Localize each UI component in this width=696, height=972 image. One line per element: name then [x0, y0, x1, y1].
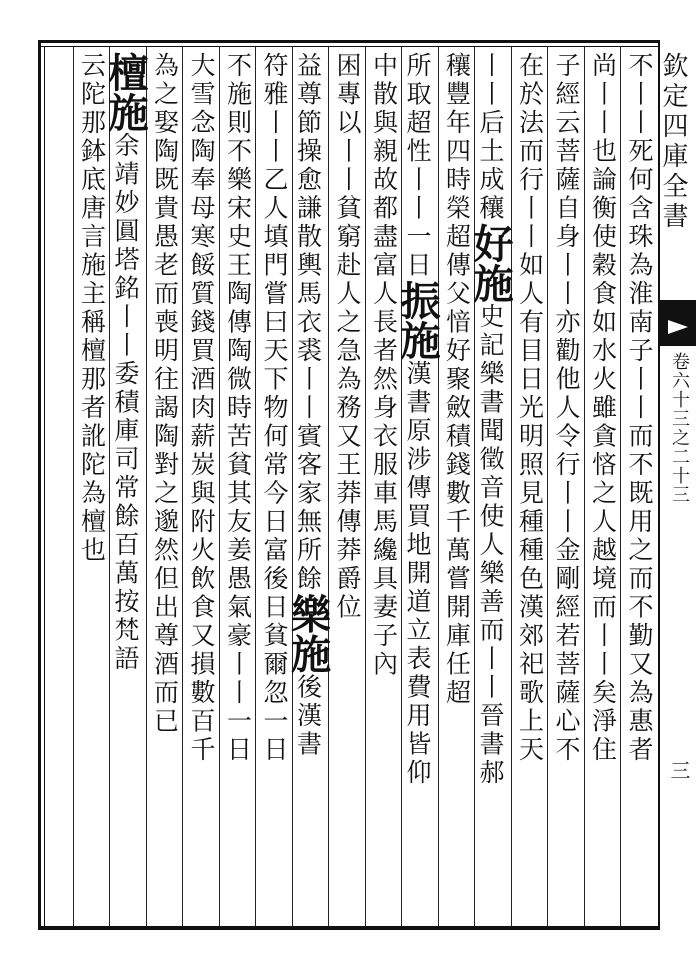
column-text: 云陀那鉢底唐言施主稱檀那者訛陀為檀也 — [77, 52, 107, 565]
fishtail-mark — [660, 300, 696, 346]
column-text: 不丨丨死何含珠為淮南子丨丨而不既用之而不勤又為惠者 — [625, 52, 654, 765]
column-rule — [255, 46, 256, 926]
column-text: 富人長者然身衣服車馬纔具妻子內 — [369, 251, 399, 679]
text-column — [221, 52, 255, 924]
column-rule — [438, 46, 439, 926]
text-column — [467, 52, 514, 924]
entry-heading: 檀施 — [102, 52, 149, 132]
column-text: 所取超性丨丨一日 — [403, 52, 432, 280]
frame-top-border — [38, 40, 660, 43]
text-column — [440, 52, 474, 924]
column-text: 史記樂書聞徵音使人樂善而丨丨晉書郝 — [476, 303, 505, 788]
column-text: 在於法而行丨丨如人有目日光明照見種種色漢郊祀歌上天 — [515, 52, 545, 765]
text-column — [330, 52, 364, 924]
text-column — [75, 52, 109, 924]
text-column — [549, 52, 583, 924]
text-column — [622, 52, 656, 924]
column-rule — [146, 46, 147, 926]
text-column — [367, 52, 401, 924]
column-text: 穰豐年四時榮 — [442, 52, 472, 223]
column-text: 漢書原涉傳買地開道立表費用皆仰 — [403, 360, 432, 788]
column-rule — [620, 46, 621, 926]
margin-page-number: 三 — [667, 760, 691, 780]
frame-top-inner-border — [40, 46, 660, 47]
column-text: 為之娶陶既貴愚老而喪明往謁陶對之邈然但出尊酒而已 — [150, 52, 180, 736]
column-rule — [547, 46, 548, 926]
column-text: 尚丨丨也論衡使穀食如水火雖貪悋之人越境而丨丨矣淨住 — [588, 52, 618, 765]
column-text: 後漢書 — [293, 673, 323, 759]
column-text: 丨丨后土成穰 — [476, 52, 505, 223]
entry-heading: 好施 — [467, 223, 514, 303]
entry-heading: 樂施 — [284, 593, 332, 674]
column-rule — [328, 46, 329, 926]
text-column — [184, 52, 218, 924]
margin-volume-label: 卷六十三之二十三 — [669, 352, 690, 504]
column-rule — [365, 46, 366, 926]
text-column — [513, 52, 547, 924]
text-column — [284, 52, 332, 924]
text-column — [257, 52, 291, 924]
frame-left-inner-border — [44, 46, 45, 926]
column-rule — [584, 46, 585, 926]
frame-bottom-border — [38, 926, 660, 930]
column-text: 余靖妙圓塔銘丨丨委積庫司常餘百萬按梵語 — [111, 132, 140, 674]
column-text: 符雅丨丨乙人填門嘗曰天下物何常今日富後日貧爾忽一日 — [260, 52, 289, 765]
column-rule — [182, 46, 183, 926]
text-column — [102, 52, 149, 924]
column-text: 不施則不樂宋史王陶傳陶微時苦貧其友姜愚氣豪丨丨一日 — [223, 52, 253, 765]
column-rule — [73, 46, 74, 926]
column-text: 超傳父愔好聚斂積錢數千萬嘗開庫任超 — [442, 223, 472, 708]
margin-book-title: 欽定四庫全書 — [658, 52, 688, 232]
column-text: 益尊節操愈謙散輿馬衣裘丨丨賓客家無所餘 — [293, 52, 323, 594]
text-column — [586, 52, 620, 924]
column-rule — [511, 46, 512, 926]
column-text: 中散與親故都盡 — [369, 52, 399, 252]
column-text: 大雪念陶奉母寒餒質錢買酒肉薪炭與附火飲食又損數百千 — [187, 52, 216, 765]
column-text: 困專以丨丨貧窮赴人之急為務又王莽傳莽爵位 — [333, 52, 362, 622]
text-column — [394, 52, 441, 924]
column-text: 子經云菩薩自身丨丨亦勸他人令行丨丨金剛經若菩薩心不 — [552, 52, 581, 765]
entry-heading: 振施 — [394, 280, 441, 360]
text-column — [148, 52, 182, 924]
column-rule — [219, 46, 220, 926]
frame-left-border — [38, 40, 41, 930]
